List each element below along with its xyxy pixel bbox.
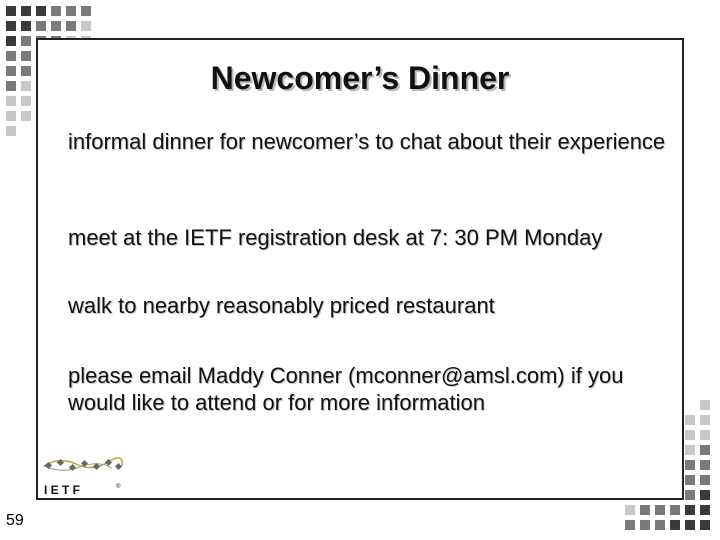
- ietf-logo: [40, 450, 140, 500]
- svg-text:I E T F: I E T F: [44, 483, 80, 497]
- decorative-dot: [700, 415, 710, 425]
- decorative-dot: [640, 520, 650, 530]
- bullet-text: meet at the IETF registration desk at 7: 30 PM Monday: [68, 225, 603, 250]
- decorative-dot: [700, 475, 710, 485]
- decorative-dot: [655, 505, 665, 515]
- decorative-dot: [81, 21, 91, 31]
- decorative-dot: [36, 21, 46, 31]
- decorative-dot: [685, 505, 695, 515]
- slide-frame: [36, 38, 684, 500]
- decorative-dot: [6, 96, 16, 106]
- decorative-dot: [66, 6, 76, 16]
- decorative-dot: [21, 111, 31, 121]
- decorative-dot: [670, 520, 680, 530]
- decorative-dot: [700, 490, 710, 500]
- decorative-dot: [81, 6, 91, 16]
- svg-text:®: ®: [116, 484, 121, 490]
- decorative-dot: [21, 96, 31, 106]
- bullet-text: please email Maddy Conner (mconner@amsl.com) if you would like to attend or for more information: [68, 363, 624, 415]
- decorative-dot: [21, 6, 31, 16]
- decorative-dot: [6, 6, 16, 16]
- slide-title: Newcomer’s Dinner: [210, 60, 510, 96]
- decorative-dot: [700, 520, 710, 530]
- decorative-dot: [51, 21, 61, 31]
- decorative-dot: [6, 111, 16, 121]
- decorative-dot: [6, 36, 16, 46]
- decorative-dot: [700, 460, 710, 470]
- ietf-logo-icon: [40, 450, 140, 500]
- decorative-dot: [625, 520, 635, 530]
- decorative-dot: [625, 505, 635, 515]
- decorative-dot: [670, 505, 680, 515]
- decorative-dot: [21, 36, 31, 46]
- decorative-dot: [700, 505, 710, 515]
- decorative-dot: [685, 445, 695, 455]
- page-number: 59: [6, 512, 24, 529]
- decorative-dot: [51, 6, 61, 16]
- bullet-text: walk to nearby reasonably priced restaurant: [68, 293, 495, 318]
- decorative-dot: [36, 6, 46, 16]
- decorative-dot: [685, 430, 695, 440]
- decorative-dot: [640, 505, 650, 515]
- decorative-dot: [6, 126, 16, 136]
- decorative-dot: [685, 460, 695, 470]
- decorative-dot: [6, 21, 16, 31]
- bullet-text: informal dinner for newcomer’s to chat about their experience: [68, 129, 666, 154]
- decorative-dot: [685, 490, 695, 500]
- decorative-dot: [700, 445, 710, 455]
- decorative-dot: [700, 400, 710, 410]
- decorative-dot: [66, 21, 76, 31]
- decorative-dot: [700, 430, 710, 440]
- decorative-dot: [685, 475, 695, 485]
- decorative-dot: [685, 520, 695, 530]
- decorative-dot: [21, 21, 31, 31]
- decorative-dot: [685, 415, 695, 425]
- decorative-dot: [655, 520, 665, 530]
